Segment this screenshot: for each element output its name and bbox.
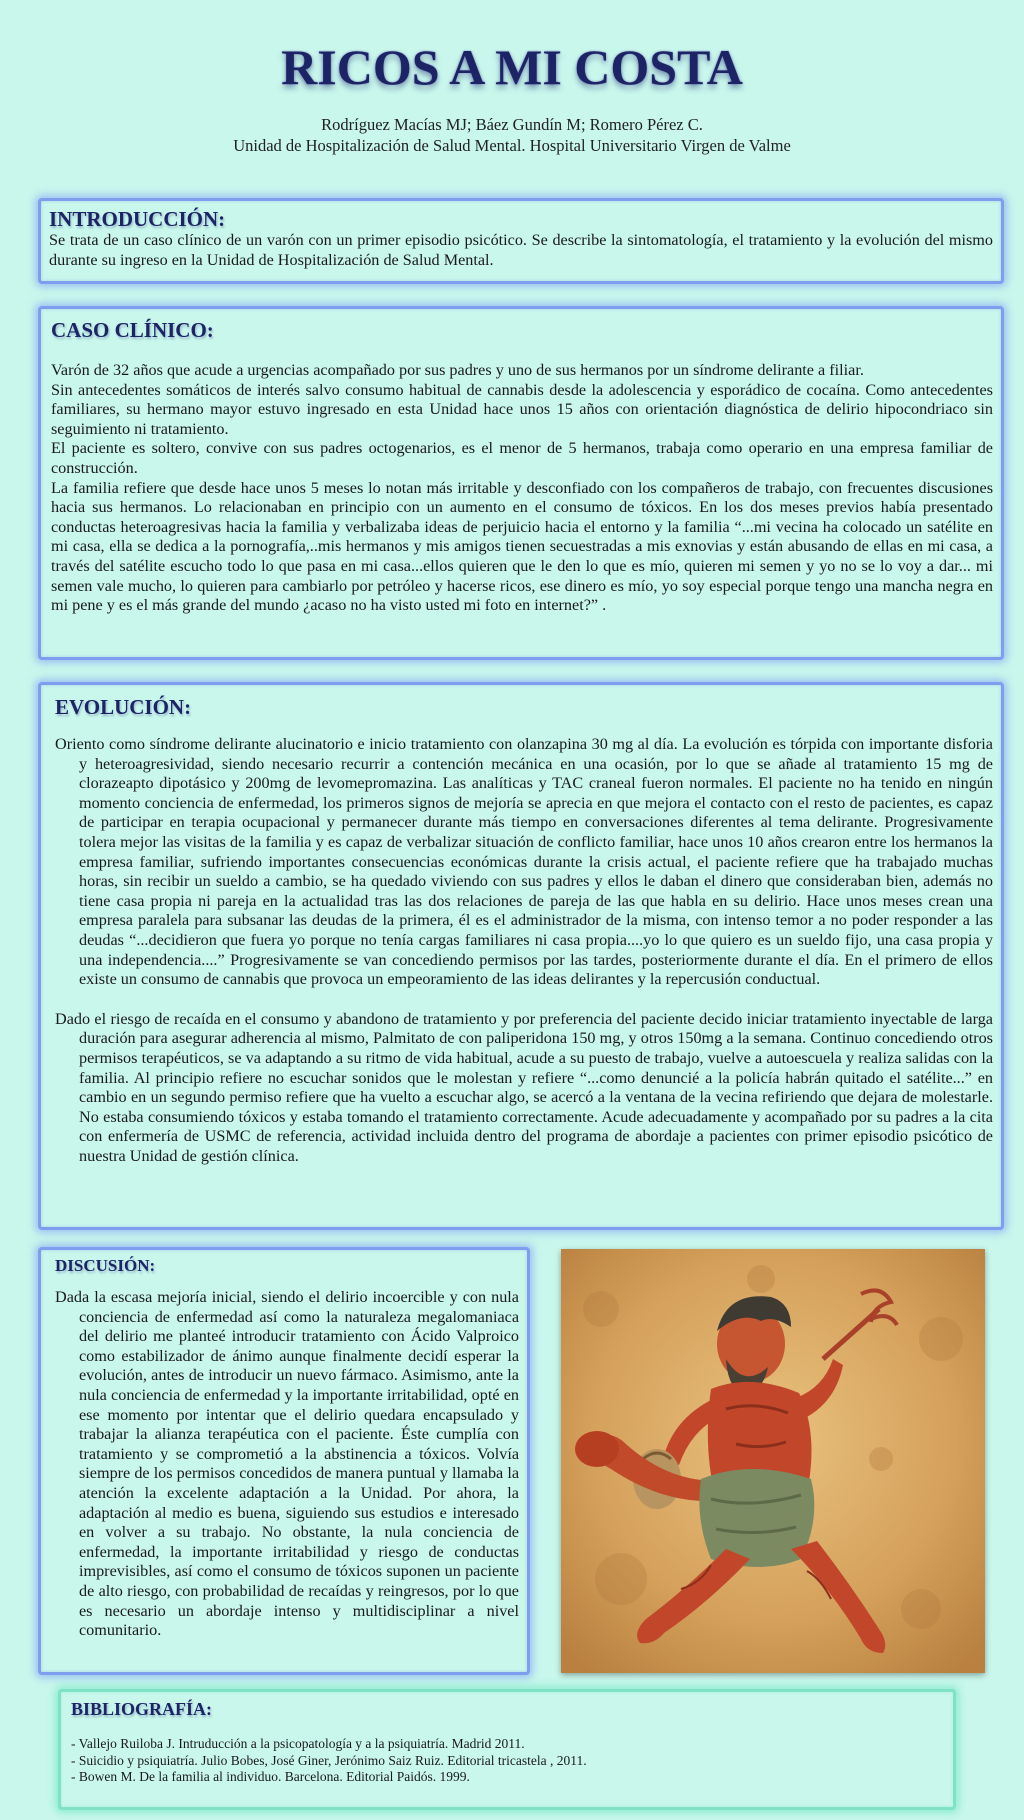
- evolucion-section: [38, 682, 1004, 1230]
- caso-clinico-paragraph: Sin antecedentes somáticos de interés salvo consumo habitual de cannabis desde la adolescencia y esporádico de cocaína. Como antecedentes familiares, su hermano mayor estuvo ingresado en esta Unidad hace unos 15 años con orientación diagnóstica de delirio hipocondriaco sin seguimiento ni tratamiento.: [51, 380, 993, 438]
- discusion-section: [38, 1247, 530, 1675]
- introduccion-text: Se trata de un caso clínico de un varón con un primer episodio psicótico. Se describe la sintomatología, el tratamiento y la evolución del mismo durante su ingreso en la Unidad de Hospitalización de Salud Mental.: [49, 231, 993, 269]
- bibliografia-ref: - Vallejo Ruiloba J. Intruducción a la psicopatología y a la psiquiatría. Madrid 2011.: [71, 1736, 525, 1751]
- caso-clinico-section: [38, 306, 1004, 660]
- evolucion-heading: EVOLUCIÓN:: [55, 695, 192, 719]
- fresco-figure-image: [561, 1249, 985, 1673]
- caso-clinico-paragraph: Varón de 32 años que acude a urgencias acompañado por sus padres y uno de sus hermanos por un síndrome delirante a filiar.: [51, 361, 864, 379]
- poster-title: RICOS A MI COSTA: [281, 39, 743, 95]
- bibliografia-section: [58, 1689, 956, 1810]
- caso-clinico-heading: CASO CLÍNICO:: [51, 318, 214, 342]
- evolucion-body: [55, 735, 993, 1166]
- caso-clinico-body: [51, 361, 993, 616]
- bibliografia-heading: BIBLIOGRAFÍA:: [71, 1699, 213, 1719]
- evolucion-paragraph: Dado el riesgo de recaída en el consumo y abandono de tratamiento y por preferencia del paciente decido iniciar tratamiento inyectable de larga duración para asegurar adherencia al mismo, Palmitato de con paliperidona 150 mg, y otros 150mg a la semana. Continuo concediendo otros permisos terapéuticos, se va adaptando a su ritmo de vida habitual, acude a su puesto de trabajo, vuelve a autoescuela y realiza salidas con la familia. Al principio refiere no escuchar sonidos que le molestan y refiere “...como denuncié a la policía habrán quitado el satélite...” en cambio en un segundo permiso refiere que ha vuelto a escuchar algo, se acercó a la ventana de la vecina refiriendo que dejara de molestarle. No estaba consumiendo tóxicos y estaba tomando el tratamiento correctamente. Acude adecuadamente y acompañado por su padres a la cita con enfermería de USMC de referencia, actividad incluida dentro del programa de abordaje a pacientes con primer episodio psicótico de nuestra Unidad de gestión clínica.: [55, 1009, 993, 1165]
- discusion-heading: DISCUSIÓN:: [55, 1256, 156, 1275]
- evolucion-paragraph: Oriento como síndrome delirante alucinatorio e inicio tratamiento con olanzapina 30 mg al día. La evolución es tórpida con importante disforia y heteroagresividad, siendo necesario recurrir a contención mecánica en una ocasión, por lo que se añade al tratamiento 15 mg de clorazeapto dipotásico y 200mg de levomepromazina. Las analíticas y TAC craneal fueron normales. El paciente no ha tenido en ningún momento conciencia de enfermedad, los primeros signos de mejoría se aprecia en que mejora el contacto con el resto de pacientes, es capaz de participar en terapia ocupacional y permanecer durante más tiempo en conversaciones diferentes al tema delirante. Progresivamente tolera mejor las visitas de la familia y es capaz de verbalizar situación de conflicto familiar, hace unos 10 años crearon entre los hermanos la empresa familiar, sufriendo importantes consecuencias económicas durante la crisis actual, el paciente refiere que ha trabajado muchas horas, sin recibir un sueldo a cambio, se ha quedado viviendo con sus padres y ellos le daban el dinero que consideraban bien, además no tiene casa propia ni pareja en la actualidad tras las dos relaciones de pareja de las que habla en su delirio. Hace unos meses crean una empresa paralela para subsanar las deudas de la primera, él es el administrador de la misma, con intenso temor a no poder responder a las deudas “...decidieron que fuera yo porque no tenía cargas familiares ni casa propia....yo lo que quiero es un sueldo fijo, una casa propia y una independencia....” Progresivamente se van concediendo permisos por las tardes, posteriormente durante el día. En el primero de ellos existe un consumo de cannabis que provoca un empeoramiento de las ideas delirantes y la repercusión conductual.: [55, 735, 993, 989]
- poster-authors: Rodríguez Macías MJ; Báez Gundín M; Romero Pérez C.: [321, 115, 703, 134]
- bibliografia-ref: - Suicidio y psiquiatría. Julio Bobes, José Giner, Jerónimo Saiz Ruiz. Editorial tricastela , 2011.: [71, 1752, 587, 1768]
- introduccion-section: [38, 198, 1004, 284]
- discusion-text: Dada la escasa mejoría inicial, siendo el delirio incoercible y con nula conciencia de enfermedad así como la naturaleza megalomaniaca del delirio me planteé introducir tratamiento con Ácido Valproico como estabilizador de ánimo aunque finalmente decidí esperar la evolución, antes de introducir un nuevo fármaco. Asimismo, ante la nula conciencia de enfermedad y la importante irritabilidad, opté en ese momento por intentar que el delirio quedara encapsulado y trabajar la alianza terapéutica con el paciente. Éste cumplía con tratamiento y se comprometió a la abstinencia a tóxicos. Volvía siempre de los permisos concedidos de manera puntual y llamaba la atención la excelente adaptación a la Unidad. Por ahora, la adaptación al medio es buena, siguiendo sus estudios e interesado en volver a su trabajo. No obstante, la nula conciencia de enfermedad, la importante irritabilidad y riesgo de conductas imprevisibles, así como el consumo de tóxicos suponen un paciente de alto riesgo, con probabilidad de recaídas y reingresos, por lo que es necesario un abordaje intenso y multidisciplinar a nivel comunitario.: [55, 1288, 519, 1640]
- fresco-figure-icon: [561, 1249, 985, 1673]
- caso-clinico-paragraph: El paciente es soltero, convive con sus padres octogenarios, es el menor de 5 hermanos, trabaja como operario en una empresa familiar de construcción.: [51, 439, 993, 477]
- introduccion-heading: INTRODUCCIÓN:: [49, 207, 226, 231]
- bibliografia-ref: - Bowen M. De la familia al individuo. Barcelona. Editorial Paidós. 1999.: [71, 1769, 470, 1784]
- caso-clinico-paragraph: La familia refiere que desde hace unos 5 meses lo notan más irritable y desconfiado con los compañeros de trabajo, con frecuentes discusiones hacia sus hermanos. Lo relacionaban en principio con un aumento en el consumo de tóxicos. En los dos meses previos había presentado conductas heteroagresivas hacia la familia y verbalizaba ideas de perjuicio hacia el entorno y la familia “...mi vecina ha colocado un satélite en mi casa, ella se dedica a la pornografía,..mis hermanos y mis amigos tienen secuestradas a mis exnovias y están abusando de ellas en mi casa, a través del satélite escucho todo lo que pasa en mi casa...ellos quieren que le den lo que es mío, quieren mi semen y yo no se lo voy a dar... mi semen vale mucho, lo quieren para cambiarlo por petróleo y hacerse ricos, ese dinero es mío, yo soy especial porque tengo una mancha negra en mi pene y es el más grande del mundo ¿acaso no ha visto usted mi foto en internet?” .: [51, 478, 993, 615]
- poster-affiliation: Unidad de Hospitalización de Salud Mental. Hospital Universitario Virgen de Valme: [233, 136, 791, 155]
